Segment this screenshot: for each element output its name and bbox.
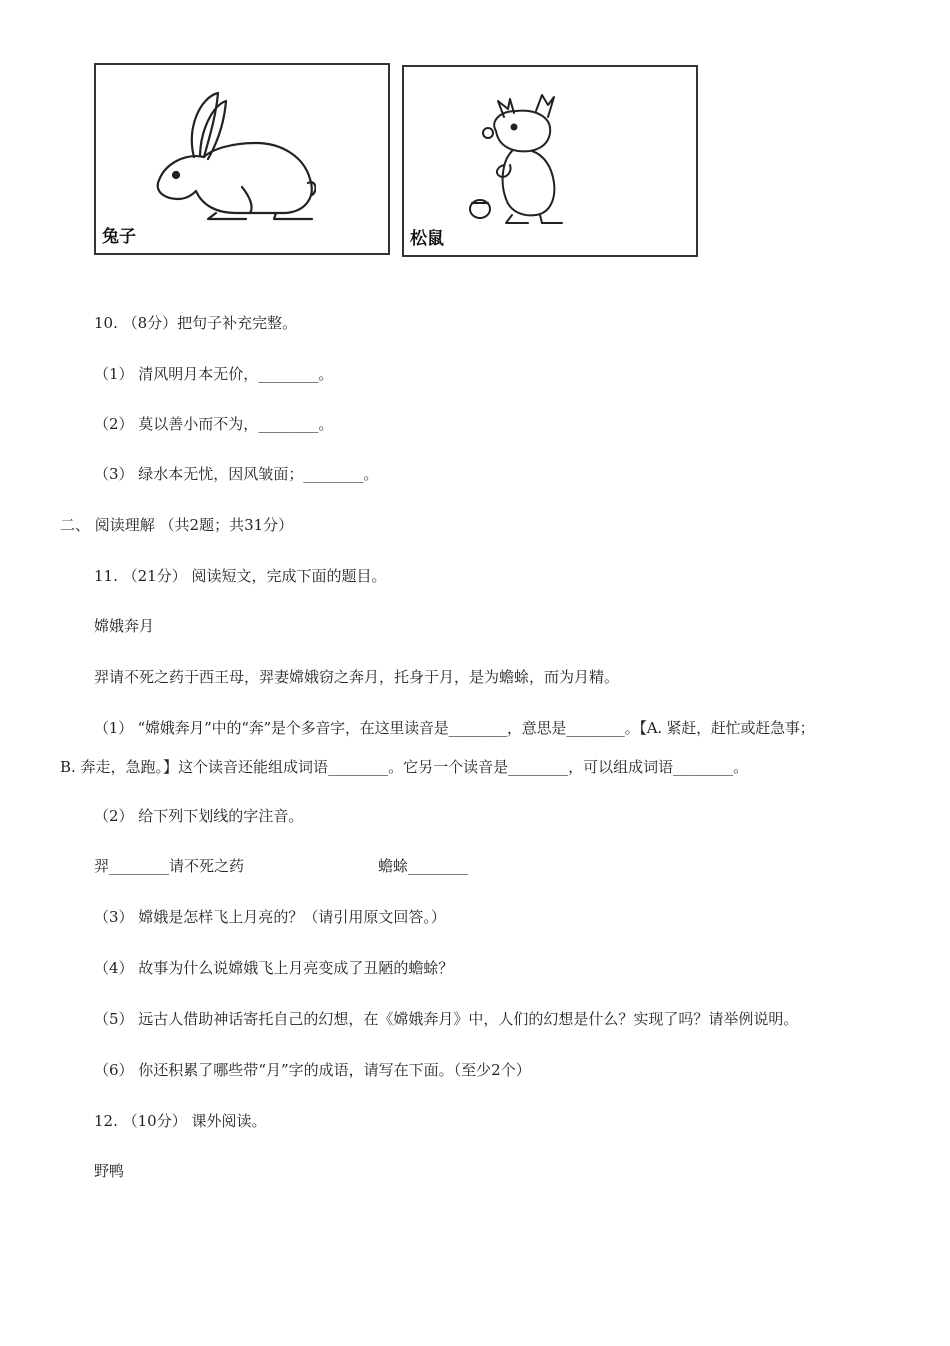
q11-sub1-text-e: 。它另一个读音是 (388, 758, 509, 776)
q10-item-2-text: （2） 莫以善小而不为， (94, 415, 259, 433)
q11-sub1-text-d: B. 奔走，急跑。】这个读音还能组成词语 (60, 758, 329, 776)
answer-blank[interactable]: ________ (448, 719, 507, 737)
rabbit-caption: 兔子 (102, 227, 136, 247)
passage-text: 羿请不死之药于西王母，羿妻嫦娥窃之奔月，托身于月，是为蟾蜍，而为月精。 (94, 668, 620, 686)
rabbit-picture-box (94, 63, 390, 255)
q10-item-3 (94, 464, 378, 484)
rabbit-icon (146, 87, 316, 227)
answer-blank[interactable]: ________ (109, 857, 170, 875)
q11-sub1-line2 (60, 757, 748, 777)
q11-sub2-word2 (378, 856, 468, 876)
answer-blank[interactable]: ________ (566, 719, 625, 737)
answer-blank[interactable]: ________ (258, 415, 319, 433)
word-chanchu: 蟾蜍 (378, 857, 409, 875)
q11-sub1-text-a: （1） “嫦娥奔月”中的“奔”是个多音字，在这里读音是 (94, 719, 449, 737)
q11-title: 11. （21分） 阅读短文，完成下面的题目。 (94, 567, 387, 585)
q10-item-2 (94, 414, 333, 434)
q11-sub1-text-c: 。【A. 紧赶，赶忙或赶急事； (624, 719, 815, 737)
answer-blank[interactable]: ________ (673, 758, 734, 776)
q11-sub4: （4） 故事为什么说嫦娥飞上月亮变成了丑陋的蟾蜍？ (94, 959, 454, 977)
squirrel-caption: 松鼠 (410, 229, 444, 249)
q10-title: 10. （8分）把句子补充完整。 (94, 314, 298, 332)
q10-item-1-end: 。 (318, 365, 334, 383)
squirrel-picture-box (402, 65, 698, 257)
answer-blank[interactable]: ________ (258, 365, 319, 383)
answer-blank[interactable]: ________ (328, 758, 389, 776)
q12-title: 12. （10分） 课外阅读。 (94, 1112, 267, 1130)
q10-item-1 (94, 364, 333, 384)
q11-sub5: （5） 远古人借助神话寄托自己的幻想，在《嫦娥奔月》中，人们的幻想是什么？实现了吗？请举例说明。 (94, 1010, 799, 1028)
q10-item-3-text: （3） 绿水本无忧，因风皱面； (94, 465, 304, 483)
q10-item-1-text: （1） 清风明月本无价， (94, 365, 259, 383)
squirrel-icon (466, 87, 586, 237)
q12-passage-title: 野鸭 (94, 1162, 125, 1180)
answer-blank[interactable]: ________ (303, 465, 364, 483)
q11-sub1-line1 (94, 718, 814, 738)
q10-item-3-end: 。 (363, 465, 379, 483)
q11-sub1-text-f: ，可以组成词语 (568, 758, 674, 776)
q11-sub6: （6） 你还积累了哪些带“月”字的成语，请写在下面。（至少2个） (94, 1061, 531, 1079)
word-yi-context: 请不死之药 (169, 857, 245, 875)
answer-blank[interactable]: ________ (408, 857, 469, 875)
answer-blank[interactable]: ________ (508, 758, 569, 776)
q11-sub2: （2） 给下列下划线的字注音。 (94, 807, 304, 825)
q11-sub3: （3） 嫦娥是怎样飞上月亮的？（请引用原文回答。） (94, 908, 446, 926)
q10-item-2-end: 。 (318, 415, 334, 433)
q11-sub2-words (94, 856, 244, 876)
q11-sub1-text-b: ，意思是 (507, 719, 567, 737)
word-yi: 羿 (94, 857, 110, 875)
section-heading: 二、 阅读理解 （共2题；共31分） (60, 516, 294, 534)
passage-title: 嫦娥奔月 (94, 617, 155, 635)
q11-sub1-text-g: 。 (733, 758, 749, 776)
